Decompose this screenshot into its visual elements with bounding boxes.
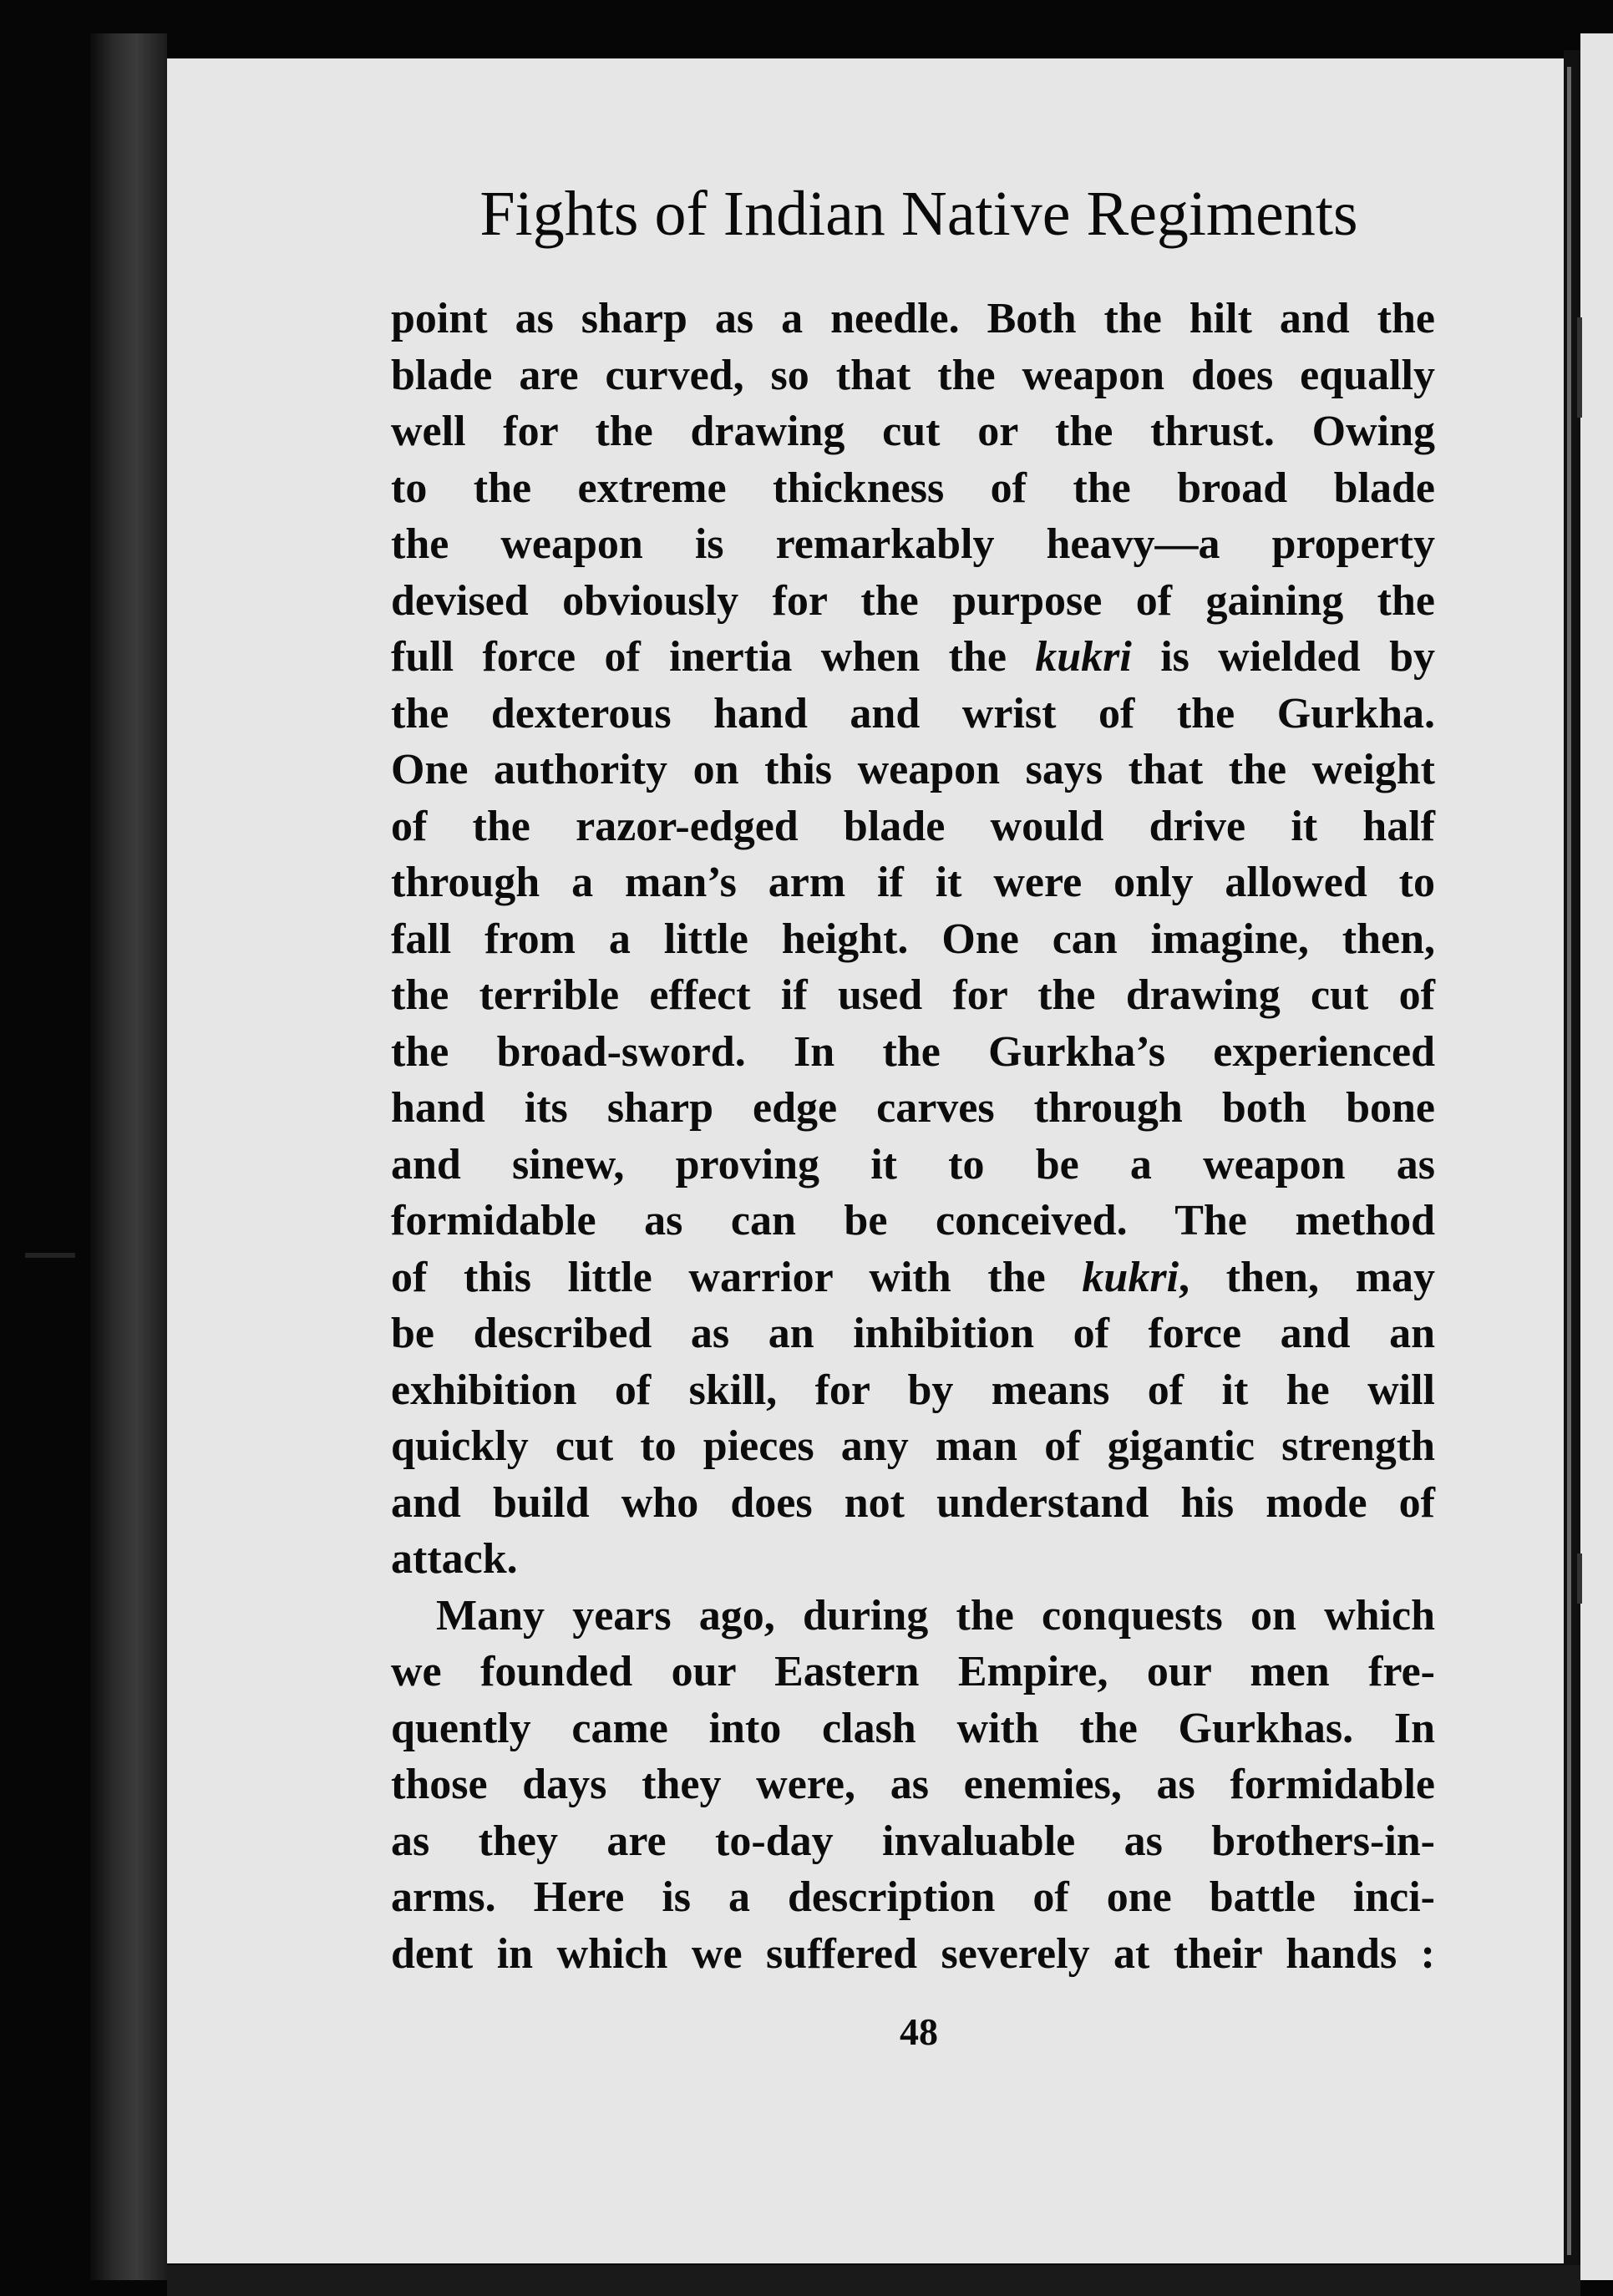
text-line: hand its sharp edge carves through both bone bbox=[391, 1084, 1435, 1132]
text-line: and build who does not understand his mode of bbox=[391, 1478, 1435, 1527]
text-line: dent in which we suffered severely at their hands : bbox=[391, 1929, 1435, 1978]
scan-speck bbox=[1577, 317, 1582, 418]
page-right-edge-line bbox=[1567, 67, 1571, 2255]
text-line: One authority on this weapon says that the weight bbox=[391, 746, 1435, 793]
text-line: the terrible effect if used for the drawing cut of bbox=[391, 971, 1435, 1019]
page-bottom-edge bbox=[167, 2265, 1580, 2296]
scan-speck bbox=[1577, 1553, 1582, 1604]
text-line: through a man’s arm if it were only allowed to bbox=[391, 859, 1435, 906]
text-line: be described as an inhibition of force and an bbox=[391, 1310, 1435, 1357]
text-line: quently came into clash with the Gurkhas. In bbox=[391, 1704, 1435, 1752]
text-line: those days they were, as enemies, as formidable bbox=[391, 1761, 1435, 1808]
text-line: point as sharp as a needle. Both the hilt and the bbox=[391, 295, 1435, 342]
text-line: of this little warrior with the kukri, then, may bbox=[391, 1253, 1435, 1301]
text-line: blade are curved, so that the weapon does equally bbox=[391, 351, 1435, 399]
text-line: formidable as can be conceived. The method bbox=[391, 1197, 1435, 1244]
paragraph-1 bbox=[391, 291, 1435, 1588]
text-line: to the extreme thickness of the broad blade bbox=[391, 464, 1435, 512]
text-line: fall from a little height. One can imagine, then, bbox=[391, 915, 1435, 963]
book-spine bbox=[90, 33, 167, 2280]
facing-page-edge bbox=[1580, 33, 1613, 2280]
italic-term: kukri bbox=[1035, 633, 1132, 681]
paragraph-2 bbox=[391, 1588, 1435, 1983]
scan-speck bbox=[25, 1253, 75, 1258]
text-line: and sinew, proving it to be a weapon as bbox=[391, 1140, 1435, 1189]
text-line: we founded our Eastern Empire, our men fre- bbox=[391, 1648, 1435, 1695]
running-head: Fights of Indian Native Regiments bbox=[479, 179, 1358, 249]
text-line: of the razor-edged blade would drive it half bbox=[391, 802, 1435, 850]
text-line: as they are to-day invaluable as brothers-in- bbox=[391, 1817, 1435, 1865]
italic-term: kukri bbox=[1082, 1253, 1179, 1301]
text-line: exhibition of skill, for by means of it he will bbox=[391, 1366, 1435, 1414]
text-line: the broad-sword. In the Gurkha’s experienced bbox=[391, 1027, 1435, 1076]
text-line: the weapon is remarkably heavy—a property bbox=[391, 520, 1435, 568]
text-line: quickly cut to pieces any man of gigantic strength bbox=[391, 1422, 1435, 1470]
text-line: well for the drawing cut or the thrust. Owing bbox=[391, 408, 1435, 455]
text-line: attack. bbox=[391, 1535, 518, 1583]
text-line: the dexterous hand and wrist of the Gurkha. bbox=[391, 689, 1435, 737]
text-line: full force of inertia when the kukri is wielded by bbox=[391, 633, 1435, 681]
body-text bbox=[391, 291, 1435, 1982]
text-line: Many years ago, during the conquests on which bbox=[436, 1591, 1435, 1640]
text-line: arms. Here is a description of one battle inci- bbox=[391, 1873, 1435, 1921]
page-number: 48 bbox=[900, 2010, 938, 2053]
text-line: devised obviously for the purpose of gaining the bbox=[391, 576, 1435, 625]
